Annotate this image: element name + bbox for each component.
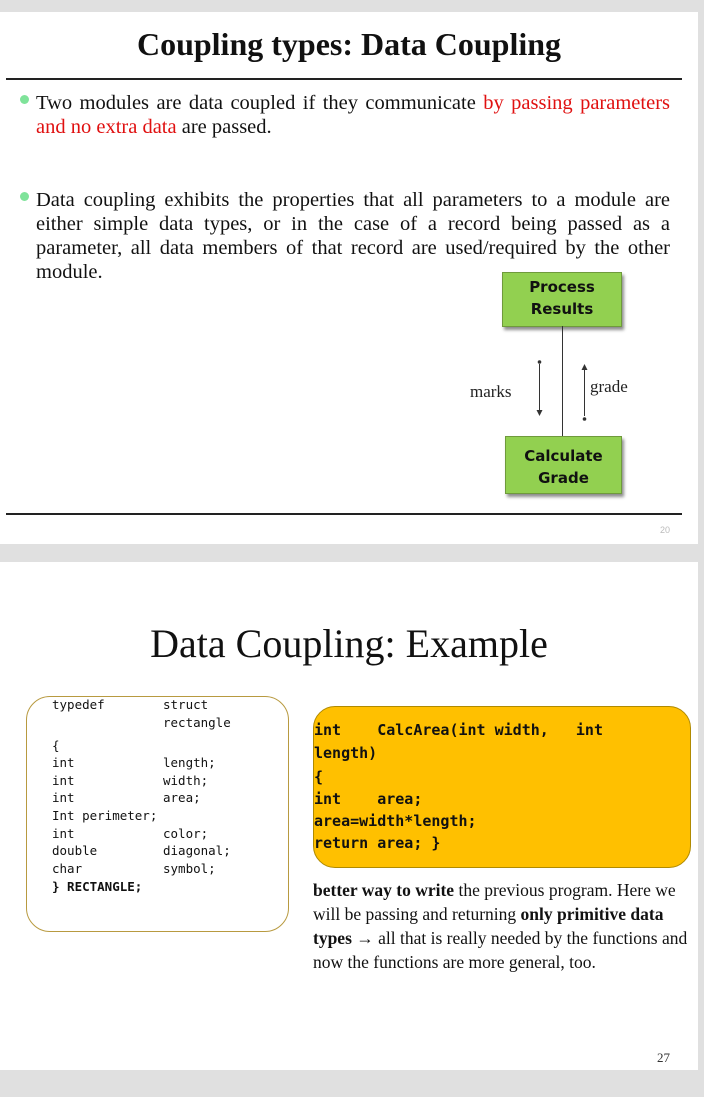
- code-line: rectangle: [163, 715, 231, 730]
- connector-line: [562, 326, 563, 436]
- box-line: Results: [530, 300, 594, 318]
- code-line: width;: [163, 773, 209, 788]
- code-line: char: [52, 861, 83, 876]
- code-line: length): [314, 744, 378, 762]
- code-line: struct: [163, 697, 209, 712]
- arrow-icon: →: [351, 928, 379, 948]
- code-line: int: [52, 773, 75, 788]
- bullet-text-a: Two modules are data coupled if they communicate: [36, 92, 484, 114]
- slide-data-coupling: [0, 12, 698, 544]
- grade-label: grade: [590, 377, 628, 396]
- para-bold: only primitive data types: [313, 904, 664, 948]
- bullet-properties: Data coupling exhibits the properties that all parameters to a module are either simple data types, or in the case of a record being passed as a parameter, all data members of that record are used/required by the other module.: [36, 189, 670, 283]
- box-line: Process: [529, 278, 595, 296]
- bullet-text-b: are passed.: [176, 116, 272, 138]
- bullet-icon: [20, 95, 29, 104]
- code-line: length;: [163, 755, 216, 770]
- bullet-icon: [20, 192, 29, 201]
- code-line: return area; }: [314, 834, 441, 852]
- code-line: int: [52, 790, 75, 805]
- bullet-highlight: by passing parameters and no extra data: [36, 92, 670, 138]
- title-divider: [6, 78, 682, 80]
- para-bold: better way to write: [313, 880, 455, 900]
- slide-title: Coupling types: Data Coupling: [136, 26, 562, 62]
- code-line: area;: [163, 790, 201, 805]
- box-line: Calculate: [524, 447, 603, 465]
- bullet-definition: [36, 91, 670, 139]
- marks-arrow-icon: [534, 358, 545, 418]
- code-line: int area;: [314, 790, 423, 808]
- struct-code-box: [26, 696, 289, 932]
- code-line: {: [52, 738, 60, 753]
- code-line: typedef: [52, 697, 105, 712]
- code-line: int: [52, 755, 75, 770]
- explanation-paragraph: [313, 878, 698, 974]
- code-line: int CalcArea(int width, int: [314, 721, 603, 739]
- code-line: color;: [163, 826, 209, 841]
- code-line: double: [52, 843, 98, 858]
- calculate-grade-box: [505, 436, 622, 494]
- code-line: area=width*length;: [314, 812, 477, 830]
- code-line: {: [314, 768, 324, 786]
- marks-label: marks: [470, 382, 512, 401]
- page-number: 27: [657, 1050, 670, 1065]
- code-line: Int perimeter;: [52, 808, 158, 823]
- grade-arrow-icon: [579, 362, 590, 424]
- footer-divider: [6, 513, 682, 515]
- page-number: 20: [659, 525, 670, 535]
- process-results-box: [502, 272, 622, 327]
- code-line: diagonal;: [163, 843, 231, 858]
- code-line: symbol;: [163, 861, 216, 876]
- para-text: the previous program. Here we will be passing and returning: [313, 880, 676, 924]
- function-code-box: [313, 706, 691, 868]
- slide-title: Data Coupling: Example: [150, 621, 548, 666]
- slide-data-coupling-example: [0, 562, 698, 1070]
- para-text: all that is really needed by the functions and now the functions are more general, too.: [313, 928, 688, 972]
- code-line: } RECTANGLE;: [52, 879, 143, 894]
- code-line: int: [52, 826, 75, 841]
- box-line: Grade: [538, 469, 589, 487]
